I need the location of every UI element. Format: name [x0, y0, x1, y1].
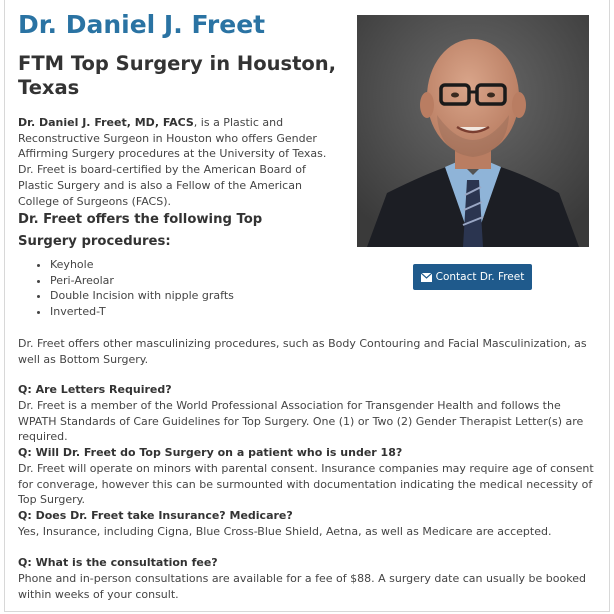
intro-text: , is a Plastic and Reconstructive Surgeon in Houston who offers Gender Affirming Surgery procedures at the University of Texas. Dr. Freet is board-certified by the American Board of Plastic Surgery and is also a Fellow of the American College of Surgeons (FACS).: [18, 116, 327, 208]
faq-question: Q: Does Dr. Freet take Insurance? Medicare?: [18, 509, 293, 522]
contact-button[interactable]: [413, 264, 532, 290]
doctor-name: Dr. Daniel J. Freet, MD, FACS: [18, 116, 194, 129]
page-title: Dr. Daniel J. Freet: [18, 10, 266, 39]
faq-answer: Dr. Freet will operate on minors with parental consent. Insurance companies may require age of consent for converage, however this can be surmounted with documentation indicating the medical necessity of Top Surgery.: [18, 462, 594, 507]
faq-question: Q: Are Letters Required?: [18, 383, 172, 396]
faq-answer: Phone and in-person consultations are available for a fee of $88. A surgery date can usually be booked within weeks of your consult.: [18, 572, 586, 601]
contact-button-label: Contact Dr. Freet: [435, 271, 525, 283]
envelope-icon: [421, 273, 432, 282]
list-item: • Double Incision with nipple grafts: [50, 288, 234, 304]
page-subtitle: FTM Top Surgery in Houston, Texas: [18, 52, 337, 99]
intro-paragraph: [18, 115, 340, 209]
other-procedures-text: Dr. Freet offers other masculinizing procedures, such as Body Contouring and Facial Masculinization, as well as Bottom Surgery.: [18, 337, 587, 366]
procedures-heading: Dr. Freet offers the following Top Surgery procedures:: [18, 212, 263, 249]
procedures-list: [36, 257, 234, 319]
list-item: • Keyhole: [50, 257, 234, 273]
faq-answer: Dr. Freet is a member of the World Professional Association for Transgender Health and follows the WPATH Standards of Care Guidelines for Top Surgery. One (1) or Two (2) Gender Therapist Letter(s) are required.: [18, 399, 584, 444]
list-item: • Peri-Areolar: [50, 273, 234, 289]
faq-question: Q: What is the consultation fee?: [18, 556, 218, 569]
doctor-photo: [357, 15, 589, 247]
faq-question: Q: Will Dr. Freet do Top Surgery on a patient who is under 18?: [18, 446, 403, 459]
faq-answer: Yes, Insurance, including Cigna, Blue Cross-Blue Shield, Aetna, as well as Medicare are accepted.: [18, 525, 552, 538]
list-item: • Inverted-T: [50, 304, 234, 320]
doctor-portrait-image: [357, 15, 589, 247]
